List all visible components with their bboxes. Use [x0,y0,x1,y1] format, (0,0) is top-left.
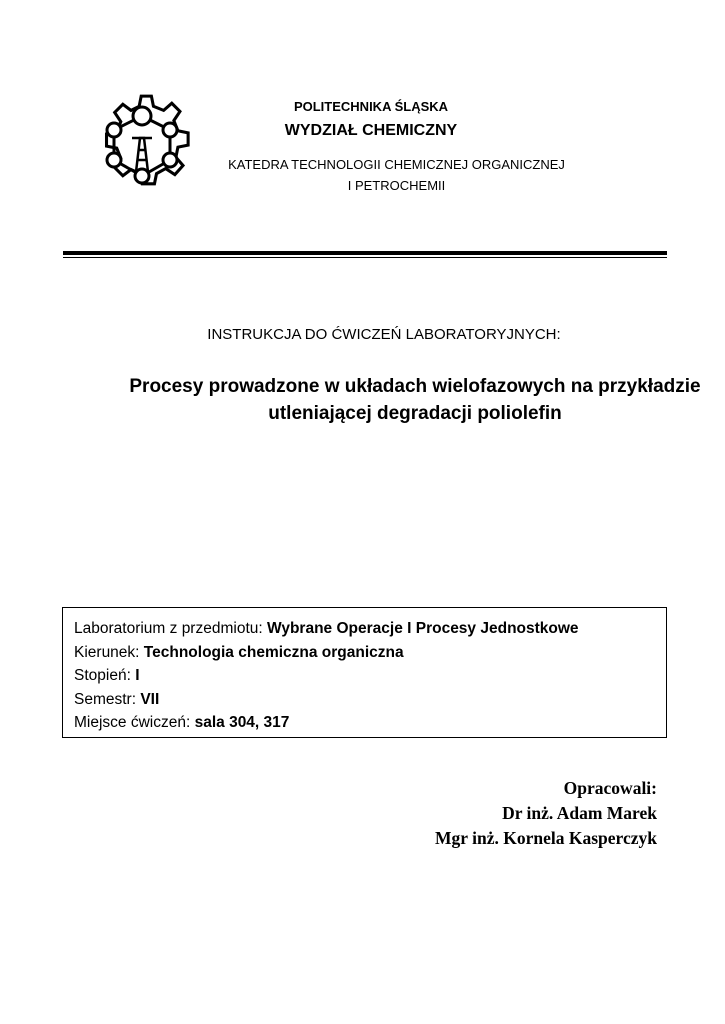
faculty-name: WYDZIAŁ CHEMICZNY [284,122,458,139]
subject-value: Wybrane Operacje I Procesy Jednostkowe [266,620,579,637]
department-name-line2: I PETROCHEMII [347,178,446,193]
document-title-line2: utleniającej degradacji poliolefin [268,403,562,424]
header-divider-thin [63,257,667,258]
authors-heading: Opracowali: [563,778,657,798]
semester-row [74,688,666,712]
place-label: Miejsce ćwiczeń: [74,714,195,731]
instruction-heading: INSTRUKCJA DO ĆWICZEŃ LABORATORYJNYCH: [207,326,561,343]
department-name-line1: KATEDRA TECHNOLOGII CHEMICZNEJ ORGANICZNEJ [228,157,565,172]
author-2: Mgr inż. Kornela Kasperczyk [435,828,657,848]
subject-label: Laboratorium z przedmiotu: [74,620,267,637]
university-logo [86,80,206,212]
field-value: Technologia chemiczna organiczna [143,643,404,661]
header-divider-thick [63,251,667,255]
subject-row [74,617,666,641]
author-1: Dr inż. Adam Marek [502,803,657,823]
semester-value: VII [140,690,160,708]
degree-value: I [135,667,140,684]
place-row [74,711,666,735]
degree-label: Stopień: [74,667,136,684]
authors-block [435,776,657,851]
course-info-box [62,607,667,738]
field-label: Kierunek: [74,643,144,661]
field-row [74,641,666,665]
place-value: sala 304, 317 [194,714,290,731]
semester-label: Semestr: [74,690,141,708]
degree-row [74,664,666,688]
document-title-line1: Procesy prowadzone w układach wielofazowych na przykładzie [129,376,701,397]
document-title [60,373,725,427]
university-name: POLITECHNIKA ŚLĄSKA [293,99,449,114]
